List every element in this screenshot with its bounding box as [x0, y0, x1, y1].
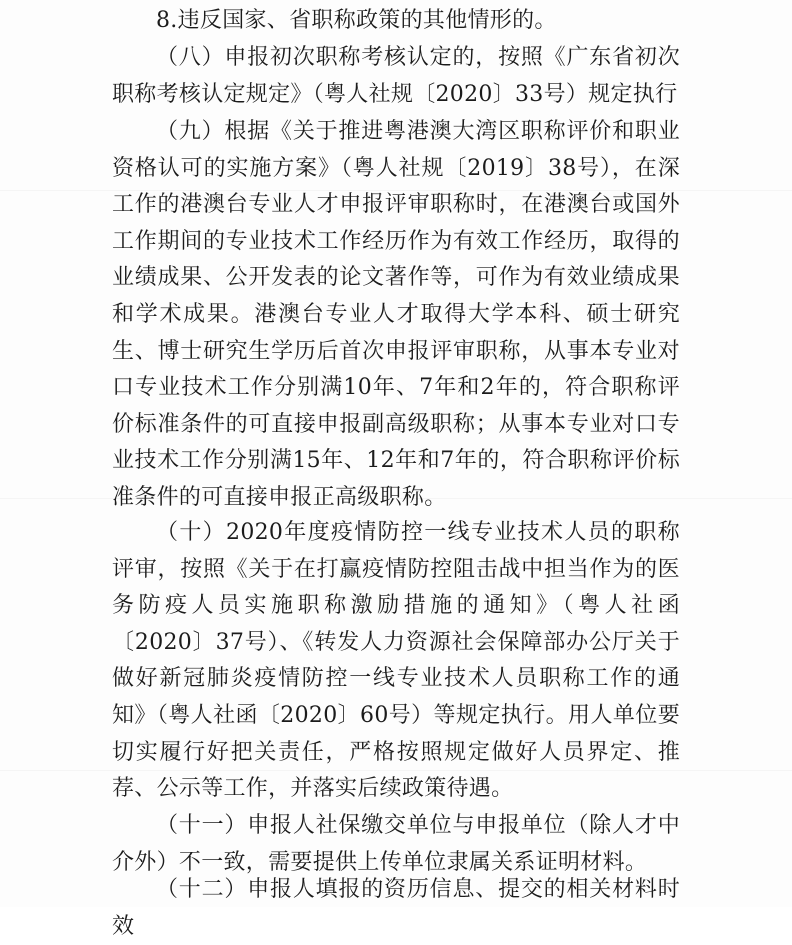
paragraph-item-shi: （十）2020年度疫情防控一线专业技术人员的职称评审，按照《关于在打赢疫情防控阻击战中担当作为的医务防疫人员实施职称激励措施的通知》（粤人社函〔2020〕37号）、《转发人力资源社会保障部办公厅关于做好新冠肺炎疫情防控一线专业技术人员职称工作的通知》（粤人社函〔2020〕60号）等规定执行。用人单位要切实履行好把关责任，严格按照规定做好人员界定、推荐、公示等工作，并落实后续政策待遇。: [112, 520, 680, 802]
paragraph-item-ba: （八）申报初次职称考核认定的，按照《广东省初次职称考核认定规定》（粤人社规〔2020〕33号）规定执行: [112, 45, 680, 107]
paragraph-item-shier: （十二）申报人填报的资历信息、提交的相关材料时效: [112, 877, 680, 939]
paragraph-item-shiyi: （十一）申报人社保缴交单位与申报单位（除人才中介外）不一致，需要提供上传单位隶属关系证明材料。: [112, 813, 680, 875]
paragraph-item-8: 8.违反国家、省职称政策的其他情形的。: [156, 8, 557, 33]
paragraph-item-jiu: （九）根据《关于推进粤港澳大湾区职称评价和职业资格认可的实施方案》（粤人社规〔2019〕38号），在深工作的港澳台专业人才申报评审职称时，在港澳台或国外工作期间的专业技术工作经历作为有效工作经历，取得的业绩成果、公开发表的论文著作等，可作为有效业绩成果和学术成果。港澳台专业人才取得大学本科、硕士研究生、博士研究生学历后首次申报评审职称，从事本专业对口专业技术工作分别满10年、7年和2年的，符合职称评价标准条件的可直接申报副高级职称；从事本专业对口专业技术工作分别满15年、12年和7年的，符合职称评价标准条件的可直接申报正高级职称。: [112, 119, 680, 510]
